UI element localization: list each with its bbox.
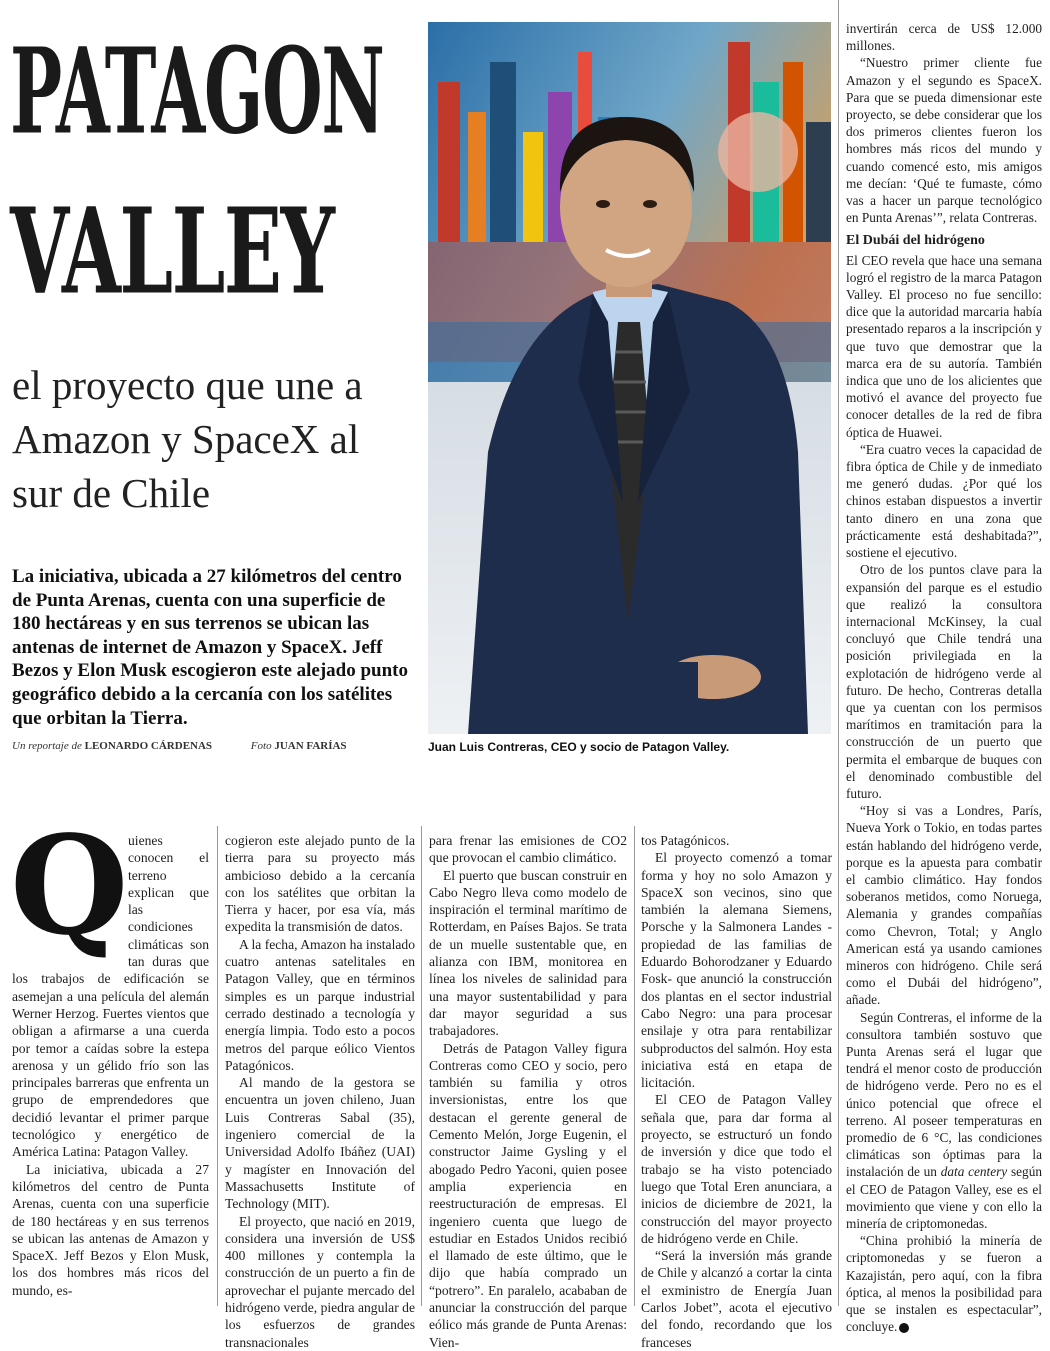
paragraph-text: según el CEO de Patagon Valley, ese es el movimiento que viene y con ello la minería de criptomonedas. (846, 1164, 1042, 1232)
column-divider (217, 826, 218, 1306)
report-prefix: Un reportaje de (12, 740, 82, 752)
paragraph: A la fecha, Amazon ha instalado cuatro antenas satelitales en Patagon Valley, que en términos simples es un parque industrial cerrado destinado a tecnología y energía limpia. Todo esto a pocos metros del parque eólico Vientos Patagónicos. (225, 936, 415, 1073)
body-column-2 (225, 832, 415, 1351)
body-column-1 (10, 806, 209, 1299)
end-of-article-icon (899, 1323, 909, 1333)
paragraph (846, 1232, 1042, 1335)
drop-cap: Q (10, 806, 129, 966)
paragraph: invertirán cerca de US$ 12.000 millones. (846, 21, 1042, 54)
paragraph: La iniciativa, ubicada a 27 kilómetros del centro de Punta Arenas, cuenta con una superficie de 180 hectáreas y en sus terrenos se ubican las antenas de Amazon y SpaceX. Jeff Bezos y Elon Musk, los dos hombres más ricos del mundo, es- (12, 1161, 209, 1298)
photo-author: JUAN FARÍAS (274, 740, 347, 752)
paragraph-text: uienes conocen el terreno explican que las condiciones climáticas son tan duras que los trabajos de edificación se asemejan a una película del alemán Werner Herzog. Fuertes vientos que obligan a afirmarse a una cuerda por temor a caídas sobre la estepa arenosa y un gélido frío son las principales barreras que enfrenta un grupo de emprendedores que decidió levantar el primer parque tecnológico y energético de América Latina: Patagon Valley. (12, 833, 209, 1160)
body-column-5 (846, 20, 1042, 1335)
paragraph: “Era cuatro veces la capacidad de fibra óptica de Chile y de inmediato me generó dudas. ¿Por qué los chinos estaban dispuestos a invertir tanto dinero en una zona que prácticamente está deshabitada?”, sostiene el ejecutivo. (846, 441, 1042, 561)
portrait-photo (428, 22, 831, 734)
headline-line-1: PATAGON (10, 23, 384, 162)
column-divider (838, 0, 839, 1306)
paragraph: “Nuestro primer cliente fue Amazon y el segundo es SpaceX. Para que se pueda dimensionar este proyecto, se debe considerar que los dos primeros clientes fueron los hombres más ricos del mundo y cuando comencé esto, mis amigos me decían: ‘Qué te fumaste, cómo vas a hacer un parque tecnológico en Punta Arenas’”, relata Contreras. (846, 55, 1042, 226)
paragraph: El CEO revela que hace una semana logró el registro de la marca Patagon Valley. El proceso no fue sencillo: dice que la autoridad marcaria había presentado reparos a la inscripción y que tuvo que demostrar que la marca era de su autoría. También indica que uno de los alicientes que motivó el avance del proyecto fue conocer detalles de la red de fibra óptica de Huawei. (846, 252, 1042, 440)
paragraph: El puerto que buscan construir en Cabo Negro lleva como modelo de inspiración el terminal marítimo de Rotterdam, en Países Bajos. Se trata de un muelle sustentable que, en alianza con IBM, monitorea en línea los niveles de salinidad para una mayor sustentabilidad y para dar mayor seguridad a sus trabajadores. (429, 867, 627, 1039)
paragraph: Detrás de Patagon Valley figura Contreras como CEO y socio, pero también su familia y otros inversionistas, entre los que destacan el gerente general de Cemento Melón, Jorge Eugenin, el constructor Jaime Gysling y el abogado Pedro Yaconi, quien posee amplia experiencia en reestructuración de empresas. El ingeniero cuenta que luego de estudiar en Estados Unidos recibió el llamado de este último, que le dijo que había comprado un “potrero”. En paralelo, acababan de anunciar la construcción del parque eólico más grande de Punta Arenas: Vien- (429, 1040, 627, 1350)
subheadline: el proyecto que une a Amazon y SpaceX al sur de Chile (12, 362, 363, 516)
section-subheading: El Dubái del hidrógeno (846, 233, 985, 249)
column-divider (634, 826, 635, 1306)
photo-prefix: Foto (250, 740, 272, 752)
paragraph-text: “China prohibió la minería de criptomonedas y se fueron a Kazajistán, pero aquí, con la fibra óptica, al menos la posibilidad para que se instalen es espectacular”, concluye. (846, 1233, 1042, 1335)
paragraph: El proyecto, que nació en 2019, considera una inversión de US$ 400 millones y contempla la construcción de un puerto a fin de aprovechar el pujante mercado del hidrógeno verde, piedra angular de los esfuerzos de grandes transnacionales (225, 1213, 415, 1350)
paragraph (846, 1009, 1042, 1233)
paragraph: tos Patagónicos. (641, 833, 730, 848)
portrait-illustration (428, 22, 831, 734)
paragraph: El proyecto comenzó a tomar forma y hoy no solo Amazon y SpaceX son vecinos, sino que también la alemana Siemens, Porsche y la Salmonera Landes -propiedad de las familias de Eduardo Bohorodzaner y Eduardo Fosk- que anunció la construcción dos plantas en el sector industrial Cabo Negro: una para procesar ensilaje y otra para rentabilizar subproductos del salmón. Hoy esta iniciativa está en etapa de licitación. (641, 850, 832, 1091)
lead-paragraph: La iniciativa, ubicada a 27 kilómetros del centro de Punta Arenas, cuenta con una superficie de 180 hectáreas y en sus terrenos se ubican las antenas de internet de Amazon y SpaceX. Jeff Bezos y Elon Musk escogieron este alejado punto geográfico debido a la cercanía con los satélites que orbitan la Tierra. (12, 566, 409, 729)
paragraph-text: Según Contreras, el informe de la consultora también sostuvo que Punta Arenas será el lugar que tendrá el menor costo de producción de hidrógeno verde. Pero no es el único potencial que ofrece el terreno. Al poseer temperaturas en promedio de 6 °C, las condiciones climáticas son óptimas para la instalación de un (846, 1009, 1042, 1180)
paragraph: cogieron este alejado punto de la tierra para su proyecto más ambicioso debido a la cercanía con los satélites que orbitan la Tierra y hacer, por esa vía, más expedita la transmisión de datos. (225, 833, 415, 935)
paragraph: para frenar las emisiones de CO2 que provocan el cambio climático. (429, 833, 627, 866)
paragraph: Otro de los puntos clave para la expansión del parque es el estudio que realizó la consultora internacional McKinsey, la cual concluyó que Chile tendrá una posición privilegiada en la explotación de hidrógeno verde al futuro. De hecho, Contreras detalla que ya cuentan con los permisos marítimos en tramitación para la construcción de un puerto que permita el embarque de buques con el denominado combustible del futuro. (846, 562, 1042, 801)
paragraph: “Será la inversión más grande de Chile y alcanzó a cortar la cinta el exministro de Energía Juan Carlos Jobet”, acota el ejecutivo del fondo, recordando que los franceses (641, 1248, 832, 1350)
body-column-4 (641, 832, 832, 1351)
italic-term: data centery (940, 1164, 1008, 1180)
paragraph: El CEO de Patagon Valley señala que, para dar forma al proyecto, se estructuró un fondo de inversión y dice que todo el trabajo se ha visto potenciado luego que Total Eren anunciara, a inicios de diciembre de 2021, la construcción del mayor proyecto de hidrógeno verde en Chile. (641, 1092, 832, 1246)
headline-line-2: VALLEY (10, 183, 334, 321)
body-column-3 (429, 832, 627, 1351)
photo-caption: Juan Luis Contreras, CEO y socio de Patagon Valley. (428, 740, 730, 754)
paragraph: Al mando de la gestora se encuentra un joven chileno, Juan Luis Contreras Sabal (35), ingeniero comercial de la Universidad Adolfo Ibáñez (UAI) y magíster en Innovación del Massachusetts Institute of Technology (MIT). (225, 1075, 415, 1212)
report-author: LEONARDO CÁRDENAS (84, 740, 213, 752)
paragraph: “Hoy si vas a Londres, París, Nueva York o Tokio, en todas partes están hablando del hidrógeno verde, porque es la apuesta para combatir el cambio climático. Hay fondos soberanos metidos, como Noruega, Alemania y grandes compañías como Chevron, Total; y Anglo American está ya usando camiones mineros con hidrógeno. Chile será como el Dubái del hidrógeno”, añade. (846, 803, 1042, 1008)
column-divider (421, 826, 422, 1306)
paragraph (10, 806, 209, 1161)
byline (12, 740, 412, 752)
